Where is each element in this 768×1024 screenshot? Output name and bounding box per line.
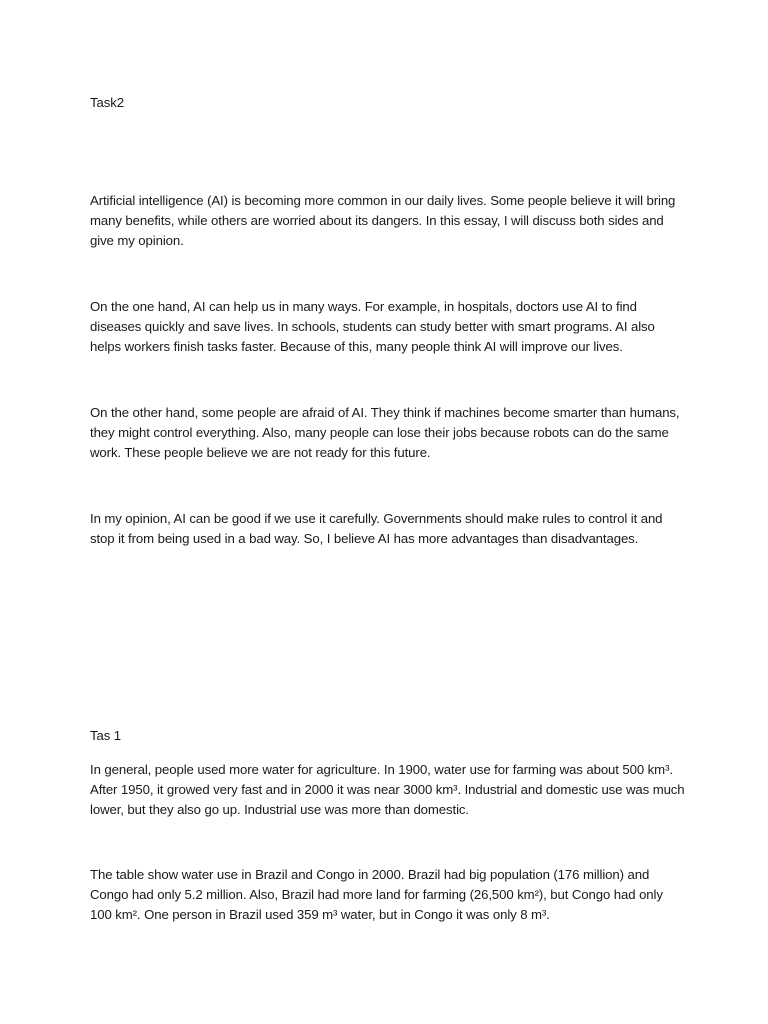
- task2-intro-paragraph: Artificial intelligence (AI) is becoming more common in our daily lives. Some people believe it will bring many benefits, while others are worried about its dangers. In this essay, I will discuss both sides and give my opinion.: [90, 193, 676, 248]
- task1-heading: Tas 1: [90, 728, 122, 743]
- task2-heading: Task2: [90, 95, 124, 110]
- task2-opinion-paragraph: In my opinion, AI can be good if we use it carefully. Governments should make rules to control it and stop it from being used in a bad way. So, I believe AI has more advantages than disadvantages.: [90, 511, 663, 546]
- task2-disadvantages-paragraph: On the other hand, some people are afraid of AI. They think if machines become smarter than humans, they might control everything. Also, many people can lose their jobs because robots can do the same work. These people believe we are not ready for this future.: [90, 405, 680, 460]
- task1-overview-paragraph: In general, people used more water for agriculture. In 1900, water use for farming was about 500 km³. After 1950, it growed very fast and in 2000 it was near 3000 km³. Industrial and domestic use was much lower, but they also go up. Industrial use was more than domestic.: [90, 762, 685, 817]
- task1-table-paragraph: The table show water use in Brazil and Congo in 2000. Brazil had big population (176 million) and Congo had only 5.2 million. Also, Brazil had more land for farming (26,500 km²), but Congo had only 100 km². One person in Brazil used 359 m³ water, but in Congo it was only 8 m³.: [90, 867, 663, 922]
- task2-advantages-paragraph: On the one hand, AI can help us in many ways. For example, in hospitals, doctors use AI to find diseases quickly and save lives. In schools, students can study better with smart programs. AI also helps workers finish tasks faster. Because of this, many people think AI will improve our lives.: [90, 299, 655, 354]
